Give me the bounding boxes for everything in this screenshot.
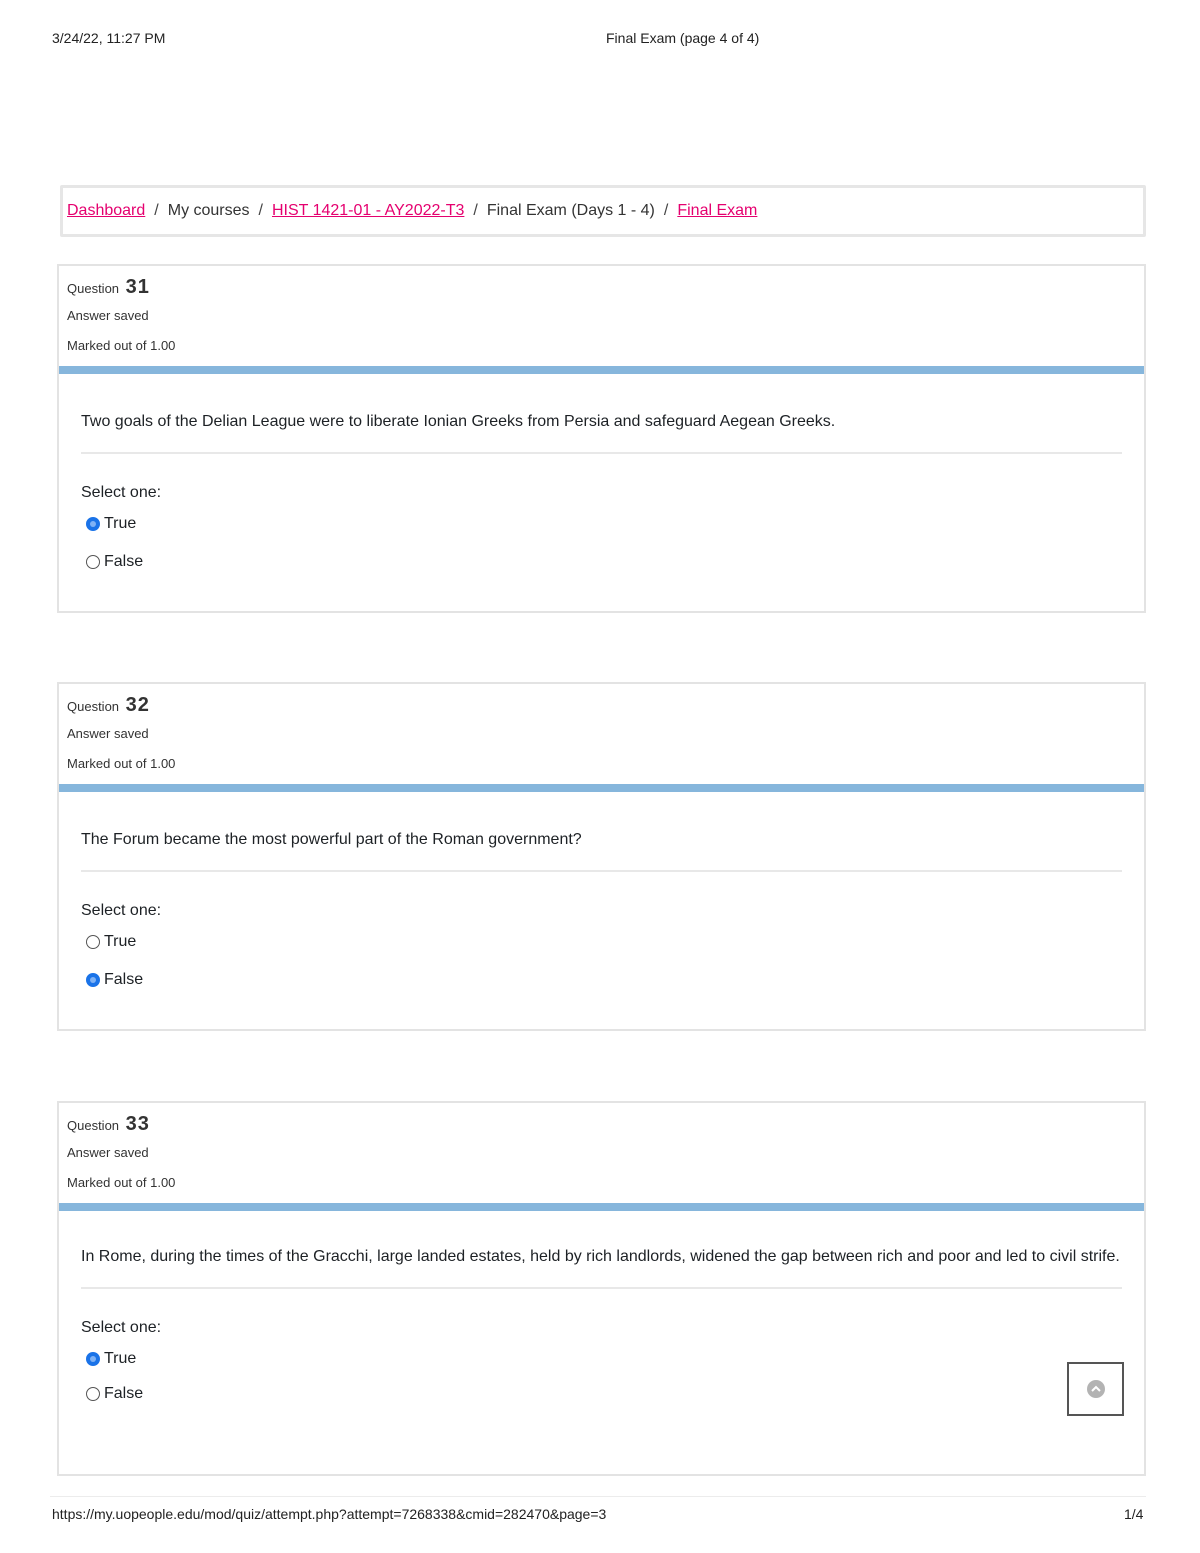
back-to-top-button[interactable] <box>1067 1362 1124 1416</box>
question-content <box>59 1211 1144 1408</box>
question-number-line <box>67 1113 1144 1139</box>
select-one-prompt: Select one: <box>81 484 162 501</box>
question-content <box>59 792 1144 994</box>
option-true[interactable] <box>81 1345 1122 1373</box>
question-number: 31 <box>125 276 150 298</box>
option-false[interactable] <box>81 548 1122 576</box>
question-number: 32 <box>125 694 150 716</box>
option-label: True <box>104 933 137 950</box>
option-true[interactable] <box>81 510 1122 538</box>
radio-button-selected[interactable] <box>86 973 100 987</box>
option-true[interactable] <box>81 928 1122 956</box>
breadcrumb-separator: / <box>663 202 669 219</box>
question-card-32 <box>57 682 1146 1031</box>
question-number-line <box>67 276 1144 302</box>
question-accent-bar <box>59 784 1144 792</box>
question-number: 33 <box>125 1113 150 1135</box>
question-text: The Forum became the most powerful part of the Roman government? <box>81 826 1122 872</box>
question-accent-bar <box>59 366 1144 374</box>
question-grade: Marked out of 1.00 <box>67 756 176 771</box>
question-accent-bar <box>59 1203 1144 1211</box>
option-label: False <box>104 1385 144 1402</box>
question-text: Two goals of the Delian League were to liberate Ionian Greeks from Persia and safeguard Aegean Greeks. <box>81 408 1122 454</box>
breadcrumb-separator: / <box>258 202 263 219</box>
question-card-31 <box>57 264 1146 613</box>
question-info <box>59 1103 1144 1203</box>
print-date: 3/24/22, 11:27 PM <box>52 30 166 46</box>
question-grade: Marked out of 1.00 <box>67 1175 176 1190</box>
print-page-title: Final Exam (page 4 of 4) <box>606 30 760 46</box>
breadcrumb-separator: / <box>473 202 478 219</box>
print-header <box>0 30 1200 50</box>
radio-button[interactable] <box>86 935 100 949</box>
question-state: Answer saved <box>67 308 149 323</box>
question-number-line <box>67 694 1144 720</box>
print-footer-page-number: 1/4 <box>1124 1506 1144 1522</box>
option-false[interactable] <box>81 966 1122 994</box>
breadcrumb-dashboard-link[interactable]: Dashboard <box>67 202 146 219</box>
select-one-prompt: Select one: <box>81 1319 162 1336</box>
chevron-up-icon <box>1087 1380 1105 1398</box>
breadcrumb <box>60 185 1146 237</box>
radio-button[interactable] <box>86 1387 100 1401</box>
option-false[interactable] <box>81 1380 1122 1408</box>
question-state: Answer saved <box>67 1145 149 1160</box>
option-label: False <box>104 553 144 570</box>
question-state: Answer saved <box>67 726 149 741</box>
option-label: False <box>104 971 144 988</box>
question-info <box>59 684 1144 784</box>
question-label: Question <box>67 281 120 296</box>
breadcrumb-separator: / <box>154 202 159 219</box>
question-card-33 <box>57 1101 1146 1476</box>
question-text: In Rome, during the times of the Gracchi, large landed estates, held by rich landlords, widened the gap between rich and poor and led to civil strife. <box>81 1243 1122 1289</box>
radio-button-selected[interactable] <box>86 1352 100 1366</box>
option-label: True <box>104 515 137 532</box>
select-one-prompt: Select one: <box>81 902 162 919</box>
print-footer-url: https://my.uopeople.edu/mod/quiz/attempt.php?attempt=7268338&cmid=282470&page=3 <box>52 1506 607 1522</box>
radio-button-selected[interactable] <box>86 517 100 531</box>
question-label: Question <box>67 699 120 714</box>
question-content <box>59 374 1144 576</box>
question-info <box>59 266 1144 366</box>
breadcrumb-section: Final Exam (Days 1 - 4) <box>486 202 655 219</box>
breadcrumb-my-courses: My courses <box>167 202 250 219</box>
breadcrumb-course-link[interactable]: HIST 1421-01 - AY2022-T3 <box>271 202 465 219</box>
breadcrumb-final-exam-link[interactable]: Final Exam <box>677 202 758 219</box>
footer-divider <box>50 1496 1146 1497</box>
question-grade: Marked out of 1.00 <box>67 338 176 353</box>
radio-button[interactable] <box>86 555 100 569</box>
question-label: Question <box>67 1118 120 1133</box>
option-label: True <box>104 1350 137 1367</box>
